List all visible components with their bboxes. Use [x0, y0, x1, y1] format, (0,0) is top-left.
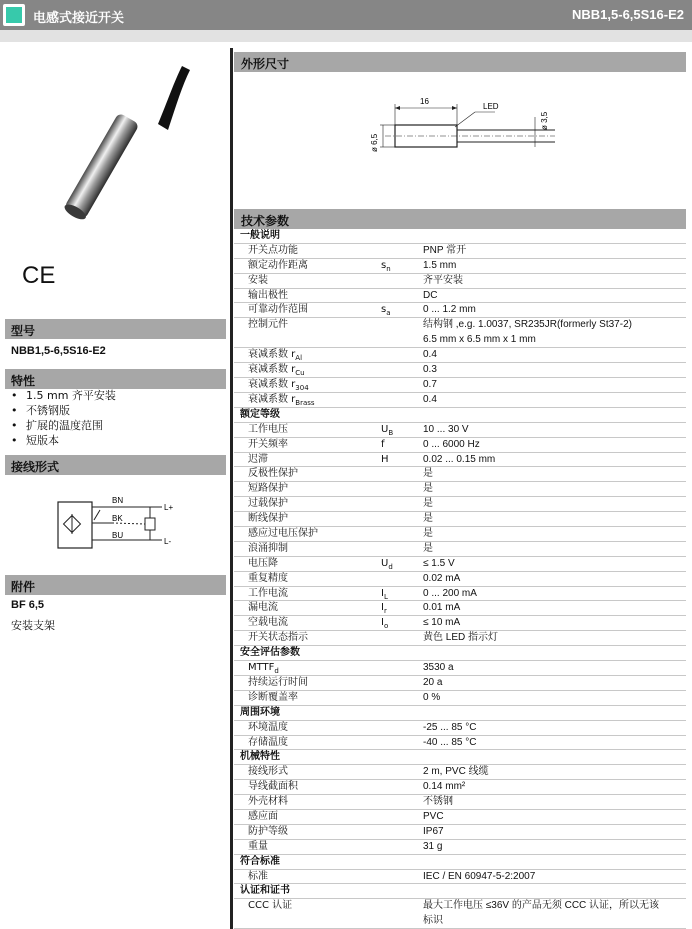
spec-symbol: $U_d$: [381, 557, 393, 571]
spec-label: 额定等级: [240, 408, 280, 420]
spec-symbol: $I_r$: [381, 602, 387, 616]
spec-symbol: $s_n$: [381, 259, 391, 273]
spec-label: 反极性保护: [248, 468, 298, 480]
spec-label: 安全评估参数: [240, 647, 300, 659]
spec-value: 3530 a: [423, 662, 454, 674]
spec-row: [234, 616, 686, 631]
feature-item: • 扩展的温度范围: [11, 418, 116, 433]
spec-value: 1.5 mm: [423, 259, 457, 271]
spec-row: [234, 318, 686, 348]
spec-label: 控制元件: [248, 319, 288, 331]
spec-row: [234, 542, 686, 557]
spec-label: 重复精度: [248, 572, 288, 584]
spec-label: 衰减系数 $r_{Brass}$: [248, 394, 315, 408]
spec-row: [234, 661, 686, 676]
spec-row: [234, 289, 686, 304]
spec-symbol: $U_B$: [381, 423, 394, 437]
spec-row: [234, 587, 686, 602]
spec-label: 迟滞: [248, 453, 268, 465]
ce-mark: CE: [22, 262, 56, 289]
spec-label: 开关状态指示: [248, 632, 308, 644]
spec-row: [234, 572, 686, 587]
feature-item: • 短版本: [11, 433, 116, 448]
spec-value: 是: [423, 542, 433, 554]
spec-row: [234, 676, 686, 691]
spec-group-heading: [234, 408, 686, 423]
spec-value: PNP 常开: [423, 244, 467, 256]
spec-label: 输出极性: [248, 289, 288, 301]
spec-label: 周围环境: [240, 706, 280, 718]
spec-row: [234, 870, 686, 885]
spec-row: [234, 899, 686, 929]
spec-row: [234, 423, 686, 438]
spec-group-heading: [234, 750, 686, 765]
spec-label: 额定动作距离: [248, 259, 308, 271]
l-plus-label: L+: [164, 503, 174, 512]
spec-symbol: $I_L$: [381, 587, 388, 601]
spec-row: [234, 601, 686, 616]
spec-row: [234, 497, 686, 512]
brand-logo: [3, 4, 25, 26]
spec-value: 不锈钢: [423, 796, 453, 808]
spec-value: 0.3: [423, 364, 437, 376]
spec-row: [234, 512, 686, 527]
spec-symbol: f: [381, 438, 385, 450]
spec-value: -40 ... 85 °C: [423, 736, 477, 748]
spec-label: 符合标准: [240, 855, 280, 867]
spec-row: [234, 393, 686, 408]
spec-label: 存储温度: [248, 736, 288, 748]
spec-value: 是: [423, 483, 433, 495]
spec-row: [234, 274, 686, 289]
spec-group-heading: [234, 229, 686, 244]
spec-symbol: $s_a$: [381, 304, 391, 318]
features-list: [11, 388, 116, 448]
spec-row: [234, 348, 686, 363]
spec-label: 标准: [248, 870, 268, 882]
spec-label: 接线形式: [248, 766, 288, 778]
spec-row: [234, 780, 686, 795]
spec-value: DC: [423, 289, 438, 301]
spec-symbol: $I_o$: [381, 617, 389, 631]
features-heading: 特性: [5, 369, 226, 389]
spec-label: 安装: [248, 274, 268, 286]
wiring-diagram: [50, 490, 180, 560]
spec-label: 工作电压: [248, 423, 288, 435]
spec-value: ≤ 1.5 V: [423, 557, 455, 569]
spec-label: 开关频率: [248, 438, 288, 450]
spec-label: 衰减系数 $r_{Al}$: [248, 349, 303, 363]
spec-value: 最大工作电压 ≤36V 的产品无须 CCC 认证，所以无该 标识: [423, 900, 660, 927]
spec-value: 0 ... 200 mA: [423, 587, 477, 599]
spec-label: 感应过电压保护: [248, 528, 318, 540]
dimension-drawing: [355, 92, 565, 164]
spec-value: 0.14 mm²: [423, 781, 466, 793]
spec-label: 认证和证书: [240, 885, 290, 897]
spec-label: 空载电流: [248, 617, 288, 629]
spec-value: 31 g: [423, 840, 443, 852]
spec-value: 0.4: [423, 394, 437, 406]
specs-heading: 技术参数: [234, 209, 686, 229]
spec-row: [234, 765, 686, 780]
specs-table: [234, 229, 686, 929]
spec-value: -25 ... 85 °C: [423, 721, 477, 733]
spec-label: 一般说明: [240, 230, 280, 241]
spec-value: 2 m, PVC 线缆: [423, 766, 489, 778]
wire-bn-label: BN: [112, 496, 124, 505]
page-title: 电感式接近开关: [33, 11, 125, 26]
spec-value: 0 ... 1.2 mm: [423, 304, 476, 316]
spec-value: 黄色 LED 指示灯: [423, 632, 499, 644]
spec-row: [234, 482, 686, 497]
dimensions-heading: 外形尺寸: [234, 52, 686, 72]
model-number: NBB1,5-6,5S16-E2: [572, 7, 684, 22]
header-strip: [0, 30, 692, 42]
product-image: [30, 60, 200, 230]
spec-row: [234, 736, 686, 751]
accessory-description: 安装支架: [11, 619, 55, 632]
spec-label: 导线截面积: [248, 781, 298, 793]
spec-value: 是: [423, 528, 433, 540]
spec-row: [234, 467, 686, 482]
spec-group-heading: [234, 855, 686, 870]
l-minus-label: L-: [164, 537, 172, 546]
spec-value: ≤ 10 mA: [423, 617, 461, 629]
spec-value: 10 ... 30 V: [423, 423, 469, 435]
spec-value: 0.02 mA: [423, 572, 461, 584]
spec-row: [234, 691, 686, 706]
spec-label: 过载保护: [248, 498, 288, 510]
spec-group-heading: [234, 706, 686, 721]
spec-row: [234, 721, 686, 736]
accessories-heading: 附件: [5, 575, 226, 595]
spec-row: [234, 557, 686, 572]
spec-label: 断线保护: [248, 513, 288, 525]
spec-row: [234, 840, 686, 855]
wiring-heading: 接线形式: [5, 455, 226, 475]
spec-group-heading: [234, 646, 686, 661]
spec-label: 电压降: [248, 557, 278, 569]
spec-value: 齐平安装: [423, 274, 463, 286]
wire-bk-label: BK: [112, 514, 123, 523]
spec-row: [234, 438, 686, 453]
spec-symbol: H: [381, 453, 389, 465]
spec-row: [234, 363, 686, 378]
spec-row: [234, 378, 686, 393]
spec-value: IP67: [423, 825, 444, 837]
spec-label: 机械特性: [240, 751, 280, 763]
header-bar: [0, 0, 692, 30]
column-divider: [230, 48, 233, 929]
spec-value: 0 %: [423, 691, 441, 703]
spec-value: 0 ... 6000 Hz: [423, 438, 480, 450]
feature-item: • 1.5 mm 齐平安装: [11, 388, 116, 403]
spec-label: 诊断覆盖率: [248, 691, 298, 703]
spec-label: 漏电流: [248, 602, 278, 614]
spec-row: [234, 527, 686, 542]
spec-value: PVC: [423, 810, 444, 822]
spec-label: 感应面: [248, 810, 278, 822]
type-value: NBB1,5-6,5S16-E2: [11, 345, 106, 357]
spec-label: 重量: [248, 840, 268, 852]
spec-label: 外壳材料: [248, 796, 288, 808]
spec-label: 开关点功能: [248, 244, 298, 256]
spec-row: [234, 244, 686, 259]
spec-row: [234, 259, 686, 274]
feature-item: • 不锈钢版: [11, 403, 116, 418]
spec-value: 20 a: [423, 676, 443, 688]
dim-length-label: 16: [420, 97, 429, 106]
wire-bu-label: BU: [112, 531, 124, 540]
spec-label: 防护等级: [248, 825, 288, 837]
spec-row: [234, 810, 686, 825]
dim-led-label: LED: [483, 102, 499, 111]
spec-value: 是: [423, 468, 433, 480]
spec-value: 0.7: [423, 379, 437, 391]
spec-group-heading: [234, 884, 686, 899]
spec-value: IEC / EN 60947-5-2:2007: [423, 870, 536, 882]
spec-value: 是: [423, 498, 433, 510]
spec-value: 0.02 ... 0.15 mm: [423, 453, 496, 465]
dim-cable-diameter-label: ø 3,5: [540, 111, 549, 130]
spec-label: 衰减系数 $r_{Cu}$: [248, 364, 305, 378]
spec-label: CCC 认证: [248, 900, 293, 912]
spec-row: [234, 795, 686, 810]
type-heading: 型号: [5, 319, 226, 339]
spec-row: [234, 825, 686, 840]
accessory-code: BF 6,5: [11, 599, 45, 611]
spec-label: 工作电流: [248, 587, 288, 599]
spec-label: 环境温度: [248, 721, 288, 733]
spec-label: 衰减系数 $r_{304}$: [248, 379, 309, 393]
spec-label: 短路保护: [248, 483, 288, 495]
dim-diameter-label: ø 6,5: [370, 133, 379, 152]
spec-row: [234, 453, 686, 468]
spec-value: 0.4: [423, 349, 437, 361]
spec-label: $MTTF_d$: [248, 662, 279, 676]
spec-value: 是: [423, 513, 433, 525]
spec-row: [234, 303, 686, 318]
spec-row: [234, 631, 686, 646]
spec-value: 结构钢 ,e.g. 1.0037, SR235JR(formerly St37-2) 6.5 mm x 6.5 mm x 1 mm: [423, 319, 632, 346]
spec-label: 浪涌抑制: [248, 542, 288, 554]
spec-value: 0.01 mA: [423, 602, 461, 614]
spec-label: 可靠动作范围: [248, 304, 308, 316]
spec-label: 持续运行时间: [248, 676, 308, 688]
